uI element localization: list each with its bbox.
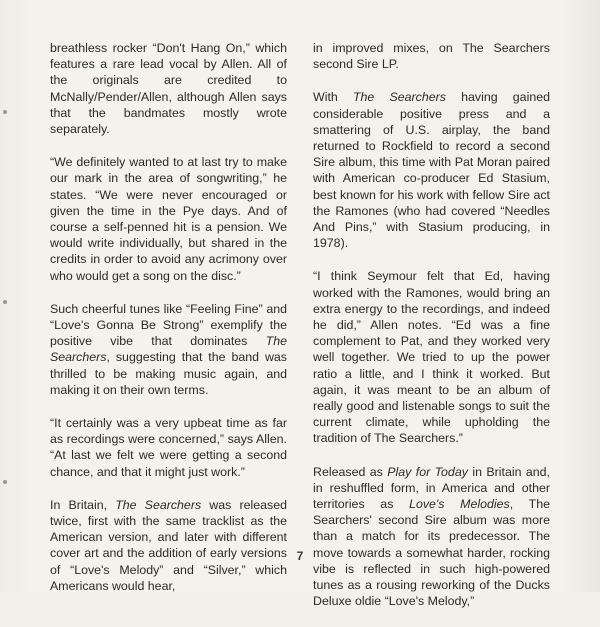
paragraph-text: in Britain and, in reshuffled form, in America and other territories as	[313, 464, 551, 512]
paragraph-text: “I think Seymour felt that Ed, having worked with the Ramones, would bring an extra energy to the recordings, and indeed he did,” Allen notes. “Ed was a fine complement to Pat, and they worked very well together. We tried to up the power ratio a little, and I think it worked. But again, it was meant to be an album of really good and listenable songs to suit the current climate, while upholding the tradition of The Searchers.”	[313, 269, 550, 446]
binder-hole	[3, 480, 7, 484]
paragraph	[313, 89, 550, 251]
album-title: The Searchers	[115, 497, 202, 512]
paragraph	[313, 464, 550, 610]
paragraph-text: in improved mixes, on The Searchers second Sire LP.	[313, 41, 550, 72]
album-title: The Searchers	[352, 90, 446, 105]
paragraph-text: , suggesting that the band was thrilled to be making music again, and making it on their own terms.	[50, 350, 287, 397]
binder-hole	[3, 300, 7, 304]
paragraph-text: “It certainly was a very upbeat time as far as recordings were concerned,” says Allen. “At last we felt we were getting a second chance, and that it might just work.”	[50, 416, 287, 479]
paragraph	[313, 40, 550, 72]
paragraph-text: having gained considerable positive press and a smattering of U.S. airplay, the band returned to Rockfield to record a second Sire album, this time with Pat Moran paired with American co-producer Ed Stasium, best known for his work with fellow Sire act the Ramones (who had covered “Needles And Pins,” with Stasium producing, in 1978).	[313, 90, 551, 251]
paragraph-text: Such cheerful tunes like “Feeling Fine” and “Love's Gonna Be Strong” exemplify the positive vibe that dominates	[50, 301, 287, 349]
binder-hole	[3, 110, 7, 114]
paragraph-text: was released twice, first with the same tracklist as the American version, and later with different cover art and the addition of early versions of “Love's Melody” and “Silver,” which Americans would hear,	[50, 497, 287, 593]
left-column	[50, 40, 287, 611]
paragraph	[313, 268, 550, 446]
paragraph	[50, 301, 287, 398]
paragraph-text: In Britain,	[50, 497, 116, 512]
paragraph-text: “We definitely wanted to at last try to make our mark in the area of songwriting,” he states. “We were never encouraged or given the time in the Pye days. And of course a self-penned hit is a pension. We would write individually, but shared in the credits in order to avoid any acrimony over who would get a song on the disc.”	[50, 155, 287, 283]
paragraph-text: , The Searchers' second Sire album was more than a match for its predecessor. The move towards a somewhat harder, rocking vibe is reflected in such high-powered tunes as a rousing reworking of the Ducks Deluxe oldie “Love's Melody,”	[313, 497, 550, 609]
paragraph-text: Released as	[313, 464, 388, 479]
album-title: The Searchers	[50, 334, 287, 365]
paragraph	[50, 154, 287, 284]
paragraph	[50, 415, 287, 480]
album-title: Play for Today	[387, 464, 468, 479]
paragraph	[50, 40, 287, 137]
album-title: Love's Melodies	[409, 497, 510, 512]
right-column	[313, 40, 550, 627]
page-number: 7	[296, 549, 304, 563]
paragraph-text: With	[313, 90, 353, 105]
paragraph-text: breathless rocker “Don't Hang On,” which features a rare lead vocal by Allen. All of the originals are credited to McNally/Pender/Allen, although Allen says that the bandmates mostly wrote separately.	[50, 41, 287, 137]
paragraph	[50, 497, 287, 594]
